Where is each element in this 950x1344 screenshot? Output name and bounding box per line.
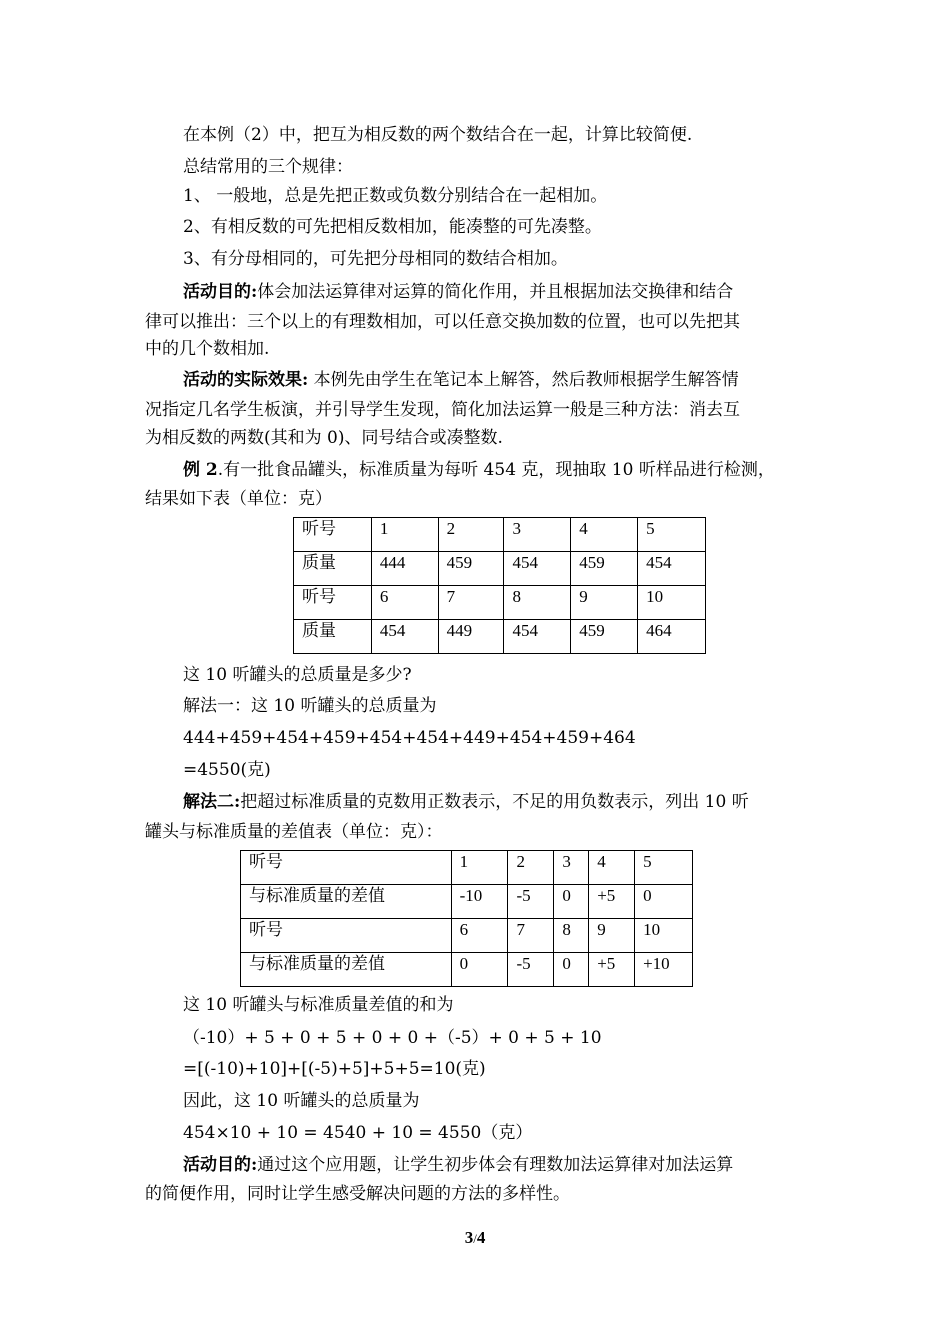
- equation-line: 444+459+454+459+454+454+449+454+459+464: [183, 728, 636, 748]
- rule-item: 2、有相反数的可先把相反数相加，能凑整的可先凑整。: [183, 217, 602, 237]
- table-cell: 459: [438, 552, 504, 586]
- paragraph-line: 律可以推出：三个以上的有理数相加，可以任意交换加数的位置，也可以先把其: [145, 312, 740, 332]
- equation-result: =4550(克): [183, 760, 271, 780]
- row-header-cell: 与标准质量的差值: [241, 953, 452, 987]
- method-two-heading: [183, 792, 749, 812]
- table-cell: 2: [508, 851, 554, 885]
- table-row: [241, 851, 693, 885]
- table-row: [294, 620, 706, 654]
- table-cell: -10: [451, 885, 508, 919]
- paragraph-line: 况指定几名学生板演，并引导学生发现，简化加法运算一般是三种方法：消去互: [145, 400, 740, 420]
- table-cell: 454: [504, 620, 571, 654]
- table-cell: -5: [508, 953, 554, 987]
- table-row: [294, 552, 706, 586]
- table-cell: 0: [635, 885, 693, 919]
- activity-purpose: [183, 282, 733, 302]
- table-cell: 6: [451, 919, 508, 953]
- example-label: 例 2: [183, 460, 218, 480]
- activity-effect-label: 活动的实际效果:: [183, 370, 309, 390]
- paragraph-line: 这 10 听罐头与标准质量差值的和为: [183, 995, 454, 1015]
- table-cell: 8: [554, 919, 589, 953]
- activity-effect-text: 本例先由学生在笔记本上解答，然后教师根据学生解答情: [308, 370, 739, 390]
- table-row: [241, 885, 693, 919]
- row-header-cell: 听号: [241, 851, 452, 885]
- difference-table: [240, 850, 693, 987]
- paragraph-line: 因此，这 10 听罐头的总质量为: [183, 1091, 420, 1111]
- table-cell: 1: [451, 851, 508, 885]
- table-cell: 454: [371, 620, 438, 654]
- table-row: [241, 953, 693, 987]
- table-cell: 0: [554, 953, 589, 987]
- table-cell: 459: [571, 552, 638, 586]
- question-text: 这 10 听罐头的总质量是多少?: [183, 665, 412, 685]
- activity-purpose-text: 通过这个应用题，让学生初步体会有理数加法运算律对加法运算: [257, 1155, 734, 1175]
- table-cell: 3: [554, 851, 589, 885]
- page-separator: /: [473, 1231, 477, 1246]
- table-cell: 5: [635, 851, 693, 885]
- table-cell: 444: [371, 552, 438, 586]
- table-cell: 3: [504, 518, 571, 552]
- paragraph-line: 在本例（2）中，把互为相反数的两个数结合在一起，计算比较简便.: [183, 125, 693, 145]
- mass-table: [293, 517, 706, 654]
- activity-purpose-label: 活动目的:: [183, 1155, 258, 1175]
- paragraph-line: 中的几个数相加.: [145, 339, 270, 359]
- row-header-cell: 质量: [294, 620, 372, 654]
- method-two-label: 解法二:: [183, 792, 241, 812]
- table-cell: 10: [635, 919, 693, 953]
- activity-effect: [183, 370, 739, 390]
- method-two-text: 把超过标准质量的克数用正数表示，不足的用负数表示，列出 10 听: [240, 792, 749, 812]
- equation-line: 454×10 + 10 = 4540 + 10 = 4550（克）: [183, 1123, 533, 1143]
- paragraph-line: 结果如下表（单位：克）: [145, 489, 332, 509]
- paragraph-line: 为相反数的两数(其和为 0)、同号结合或凑整数.: [145, 428, 503, 448]
- table-cell: 2: [438, 518, 504, 552]
- table-cell: 454: [504, 552, 571, 586]
- page-current: 3: [464, 1228, 474, 1247]
- row-header-cell: 与标准质量的差值: [241, 885, 452, 919]
- table-row: [294, 518, 706, 552]
- table-cell: 5: [638, 518, 706, 552]
- paragraph-line: 罐头与标准质量的差值表（单位：克）：: [145, 822, 443, 842]
- table-cell: 10: [638, 586, 706, 620]
- table-cell: 0: [451, 953, 508, 987]
- row-header-cell: 听号: [241, 919, 452, 953]
- table-cell: 464: [638, 620, 706, 654]
- table-cell: 4: [571, 518, 638, 552]
- page-total: 4: [476, 1228, 486, 1247]
- activity-purpose-text: 体会加法运算律对运算的简化作用，并且根据加法交换律和结合: [257, 282, 734, 302]
- table-cell: 8: [504, 586, 571, 620]
- table-cell: 454: [638, 552, 706, 586]
- table-cell: 7: [508, 919, 554, 953]
- table-cell: 6: [371, 586, 438, 620]
- table-cell: 459: [571, 620, 638, 654]
- paragraph-line: 总结常用的三个规律：: [183, 157, 353, 177]
- row-header-cell: 听号: [294, 518, 372, 552]
- table-cell: +5: [589, 953, 635, 987]
- equation-line: （-10）+ 5 + 0 + 5 + 0 + 0 +（-5）+ 0 + 5 + 10: [183, 1028, 602, 1048]
- table-cell: 1: [371, 518, 438, 552]
- page-number: [0, 1228, 950, 1248]
- equation-line: =[(-10)+10]+[(-5)+5]+5+5=10(克): [183, 1059, 486, 1079]
- table-cell: 0: [554, 885, 589, 919]
- activity-purpose: [183, 1155, 733, 1175]
- row-header-cell: 质量: [294, 552, 372, 586]
- table-row: [294, 586, 706, 620]
- row-header-cell: 听号: [294, 586, 372, 620]
- table-row: [241, 919, 693, 953]
- example-text: .有一批食品罐头，标准质量为每听 454 克，现抽取 10 听样品进行检测，: [217, 460, 775, 480]
- method-one-intro: 解法一：这 10 听罐头的总质量为: [183, 696, 437, 716]
- table-cell: +5: [589, 885, 635, 919]
- table-cell: 9: [571, 586, 638, 620]
- table-cell: 4: [589, 851, 635, 885]
- rule-item: 1、 一般地，总是先把正数或负数分别结合在一起相加。: [183, 186, 608, 206]
- table-cell: 9: [589, 919, 635, 953]
- example-heading: [183, 460, 775, 480]
- table-cell: -5: [508, 885, 554, 919]
- rule-item: 3、有分母相同的，可先把分母相同的数结合相加。: [183, 249, 568, 269]
- table-cell: 449: [438, 620, 504, 654]
- table-cell: 7: [438, 586, 504, 620]
- activity-purpose-label: 活动目的:: [183, 282, 258, 302]
- paragraph-line: 的简便作用，同时让学生感受解决问题的方法的多样性。: [145, 1184, 570, 1204]
- table-cell: +10: [635, 953, 693, 987]
